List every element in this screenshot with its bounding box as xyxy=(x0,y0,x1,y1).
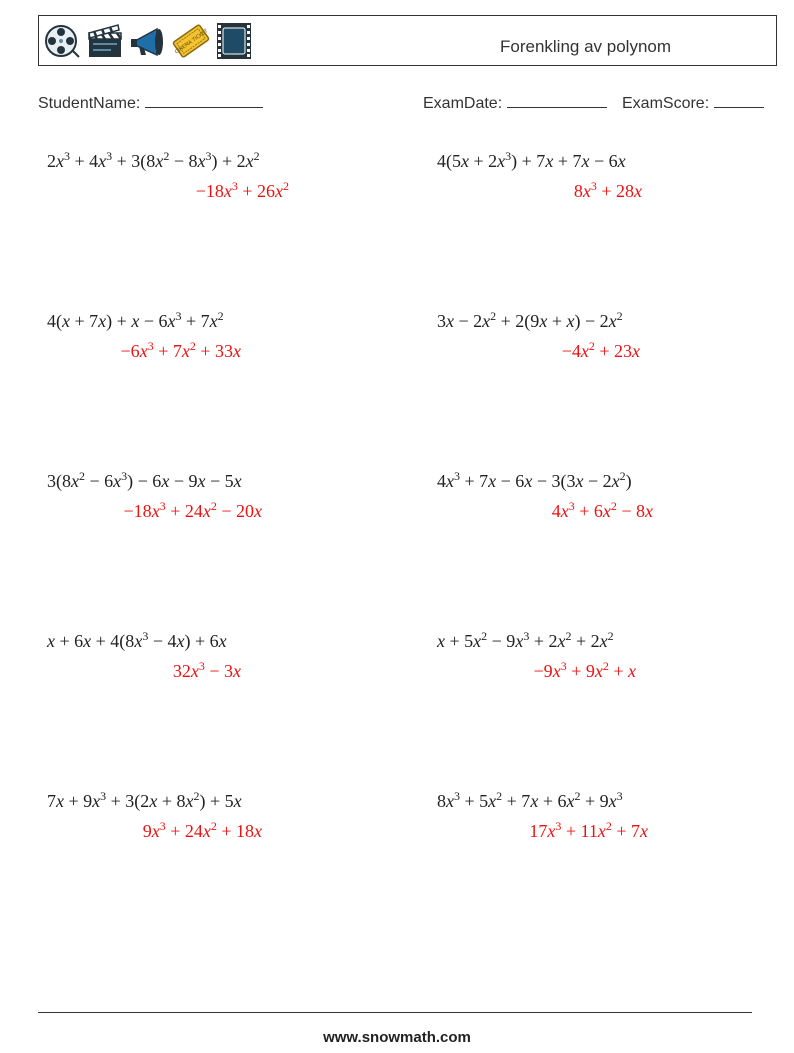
problem-answer: $-6x^3 + 7x^2 + 33x$ xyxy=(120,339,241,361)
footer-website[interactable]: www.snowmath.com xyxy=(323,1029,471,1046)
exam-score-blank[interactable] xyxy=(714,93,764,108)
exam-date-field[interactable] xyxy=(423,93,607,113)
film-reel-icon xyxy=(43,21,81,61)
problem-question: $2x^3 + 4x^3 + 3(8x^2 - 8x^3) + 2x^2$ xyxy=(47,149,260,171)
problem-question: $4(5x + 2x^3) + 7x + 7x - 6x$ xyxy=(437,149,626,171)
student-name-label: StudentName: xyxy=(38,95,141,112)
problem-answer: $-18x^3 + 24x^2 - 20x$ xyxy=(123,499,262,521)
problem-answer: $8x^3 + 28x$ xyxy=(573,179,642,201)
problem-question: $8x^3 + 5x^2 + 7x + 6x^2 + 9x^3$ xyxy=(437,789,623,811)
problem-question: $4x^3 + 7x - 6x - 3(3x - 2x^2)$ xyxy=(437,469,632,491)
clapperboard-icon xyxy=(86,21,124,61)
student-name-blank[interactable] xyxy=(145,93,263,108)
exam-date-blank[interactable] xyxy=(507,93,607,108)
megaphone-icon xyxy=(129,21,167,61)
problem-question: $3(8x^2 - 6x^3) - 6x - 9x - 5x$ xyxy=(47,469,242,491)
problem-answer: $17x^3 + 11x^2 + 7x$ xyxy=(529,819,648,841)
problem-answer: $4x^3 + 6x^2 - 8x$ xyxy=(551,499,653,521)
problem-question: $4(x + 7x) + x - 6x^3 + 7x^2$ xyxy=(47,309,224,331)
exam-date-label: ExamDate: xyxy=(423,95,503,112)
problem-answer: $-9x^3 + 9x^2 + x$ xyxy=(533,659,636,681)
problem-answer: $-4x^2 + 23x$ xyxy=(561,339,640,361)
exam-score-label: ExamScore: xyxy=(622,95,710,112)
header-icons xyxy=(43,21,253,61)
problem-question: $x + 6x + 4(8x^3 - 4x) + 6x$ xyxy=(47,629,227,651)
problem-answer: $9x^3 + 24x^2 + 18x$ xyxy=(142,819,262,841)
film-frame-icon xyxy=(215,21,253,61)
header-box xyxy=(38,15,777,66)
footer-divider xyxy=(38,1012,752,1013)
problem-question: $7x + 9x^3 + 3(2x + 8x^2) + 5x$ xyxy=(47,789,242,811)
problem-question: $3x - 2x^2 + 2(9x + x) - 2x^2$ xyxy=(437,309,623,331)
cinema-ticket-icon xyxy=(172,21,210,61)
problem-question: $x + 5x^2 - 9x^3 + 2x^2 + 2x^2$ xyxy=(437,629,614,651)
worksheet-title: Forenkling av polynom xyxy=(500,37,672,56)
ticket-label: CINEMA TICKET xyxy=(174,28,210,56)
problem-answer: $32x^3 - 3x$ xyxy=(172,659,241,681)
problem-answer: $-18x^3 + 26x^2$ xyxy=(195,179,289,201)
exam-score-field[interactable] xyxy=(622,93,764,113)
student-name-field[interactable] xyxy=(38,93,263,113)
